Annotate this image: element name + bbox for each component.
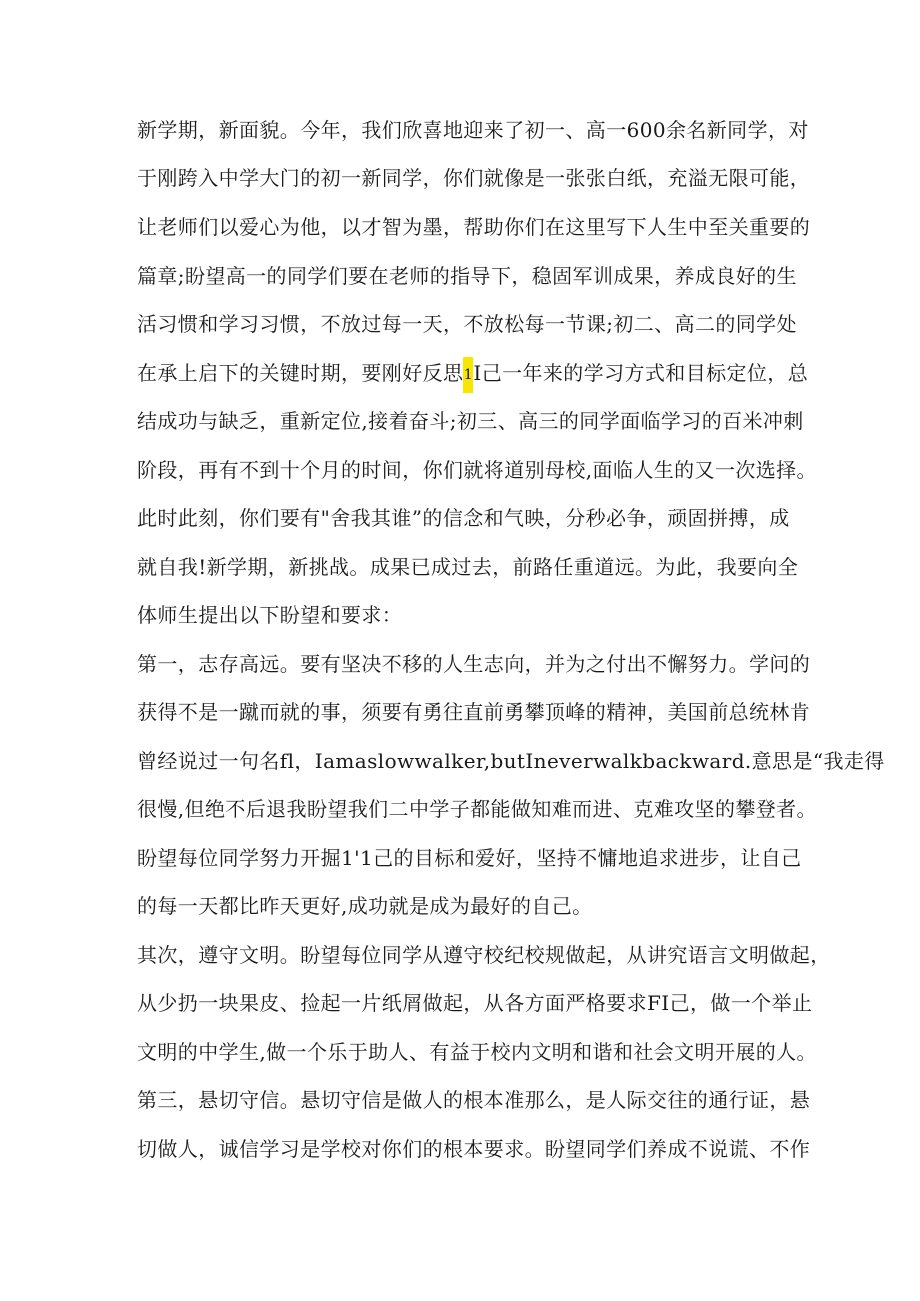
text-line-6 (137, 353, 809, 393)
text-line-7: 结成功与缺乏，重新定位,接着奋斗;初三、高三的同学面临学习的百米冲刺 (137, 409, 804, 433)
text-line-1: 新学期，新面貌。今年，我们欣喜地迎来了初一、高一600余名新同学，对 (137, 118, 809, 142)
text-line-21: 第三，悬切守信。悬切守信是做人的根本准那么，是人际交往的通行证，悬 (137, 1088, 811, 1112)
text-line-11: 体师生提出以下盼望和要求： (137, 603, 403, 627)
text-line-3: 让老师们以爱心为他，以才智为墨，帮助你们在这里写下人生中至关重要的 (137, 215, 811, 239)
text-line-10: 就自我!新学期，新挑战。成果已成过去，前路任重道远。为此，我要向全 (137, 555, 799, 579)
text-line-2: 于刚跨入中学大门的初一新同学，你们就像是一张张白纸，充溢无限可能， (137, 166, 811, 190)
text-line-12: 第一，志存高远。要有坚决不移的人生志向，并为之付出不懈努力。学问的 (137, 652, 811, 676)
text-line-4: 篇章;盼望高一的同学们要在老师的指导下，稳固军训成果，养成良好的生 (137, 264, 797, 288)
text-line-20: 文明的中学生,做一个乐于助人、有益于校内文明和谐和社会文明开展的人。 (137, 1040, 817, 1064)
text-line-22: 切做人，诚信学习是学校对你们的根本要求。盼望同学们养成不说谎、不作 (137, 1137, 811, 1161)
text-line-6-head: 在承上启下的关键时期，要刚好反思 (137, 361, 464, 385)
text-line-19: 从少扔一块果皮、捡起一片纸屑做起，从各方面严格要求FI己，做一个举止 (137, 991, 813, 1015)
text-line-15: 很慢,但绝不后退我盼望我们二中学子都能做知难而进、克难攻坚的攀登者。 (137, 797, 817, 821)
text-line-18: 其次，遵守文明。盼望每位同学从遵守校纪校规做起，从讲究语言文明做起， (137, 943, 831, 967)
highlight-mark: 1 (463, 357, 473, 393)
text-line-9: 此时此刻，你们要有"舍我其谁”的信念和气映，分秒必争，顽固拼搏，成 (137, 506, 790, 530)
text-line-6-tail: I己一年来的学习方式和目标定位，总 (473, 361, 809, 385)
text-line-17: 的每一天都比昨天更好,成功就是成为最好的自己。 (137, 894, 593, 918)
text-line-8: 阶段，再有不到十个月的时间，你们就将道别母校,面临人生的又一次选择。 (137, 458, 817, 482)
text-line-16: 盼望每位同学努力开掘1'1己的目标和爱好，坚持不慵地追求进步，让自己 (137, 846, 802, 870)
text-line-13: 获得不是一蹴而就的事，须要有勇往直前勇攀顶峰的精神，美国前总统林肯 (137, 700, 811, 724)
text-line-14: 曾经说过一句名fl，Iamaslowwalker,butIneverwalkbackward.意思是“我走得 (137, 749, 885, 773)
text-line-5: 活习惯和学习习惯，不放过每一天，不放松每一节课;初二、高二的同学处 (137, 312, 797, 336)
